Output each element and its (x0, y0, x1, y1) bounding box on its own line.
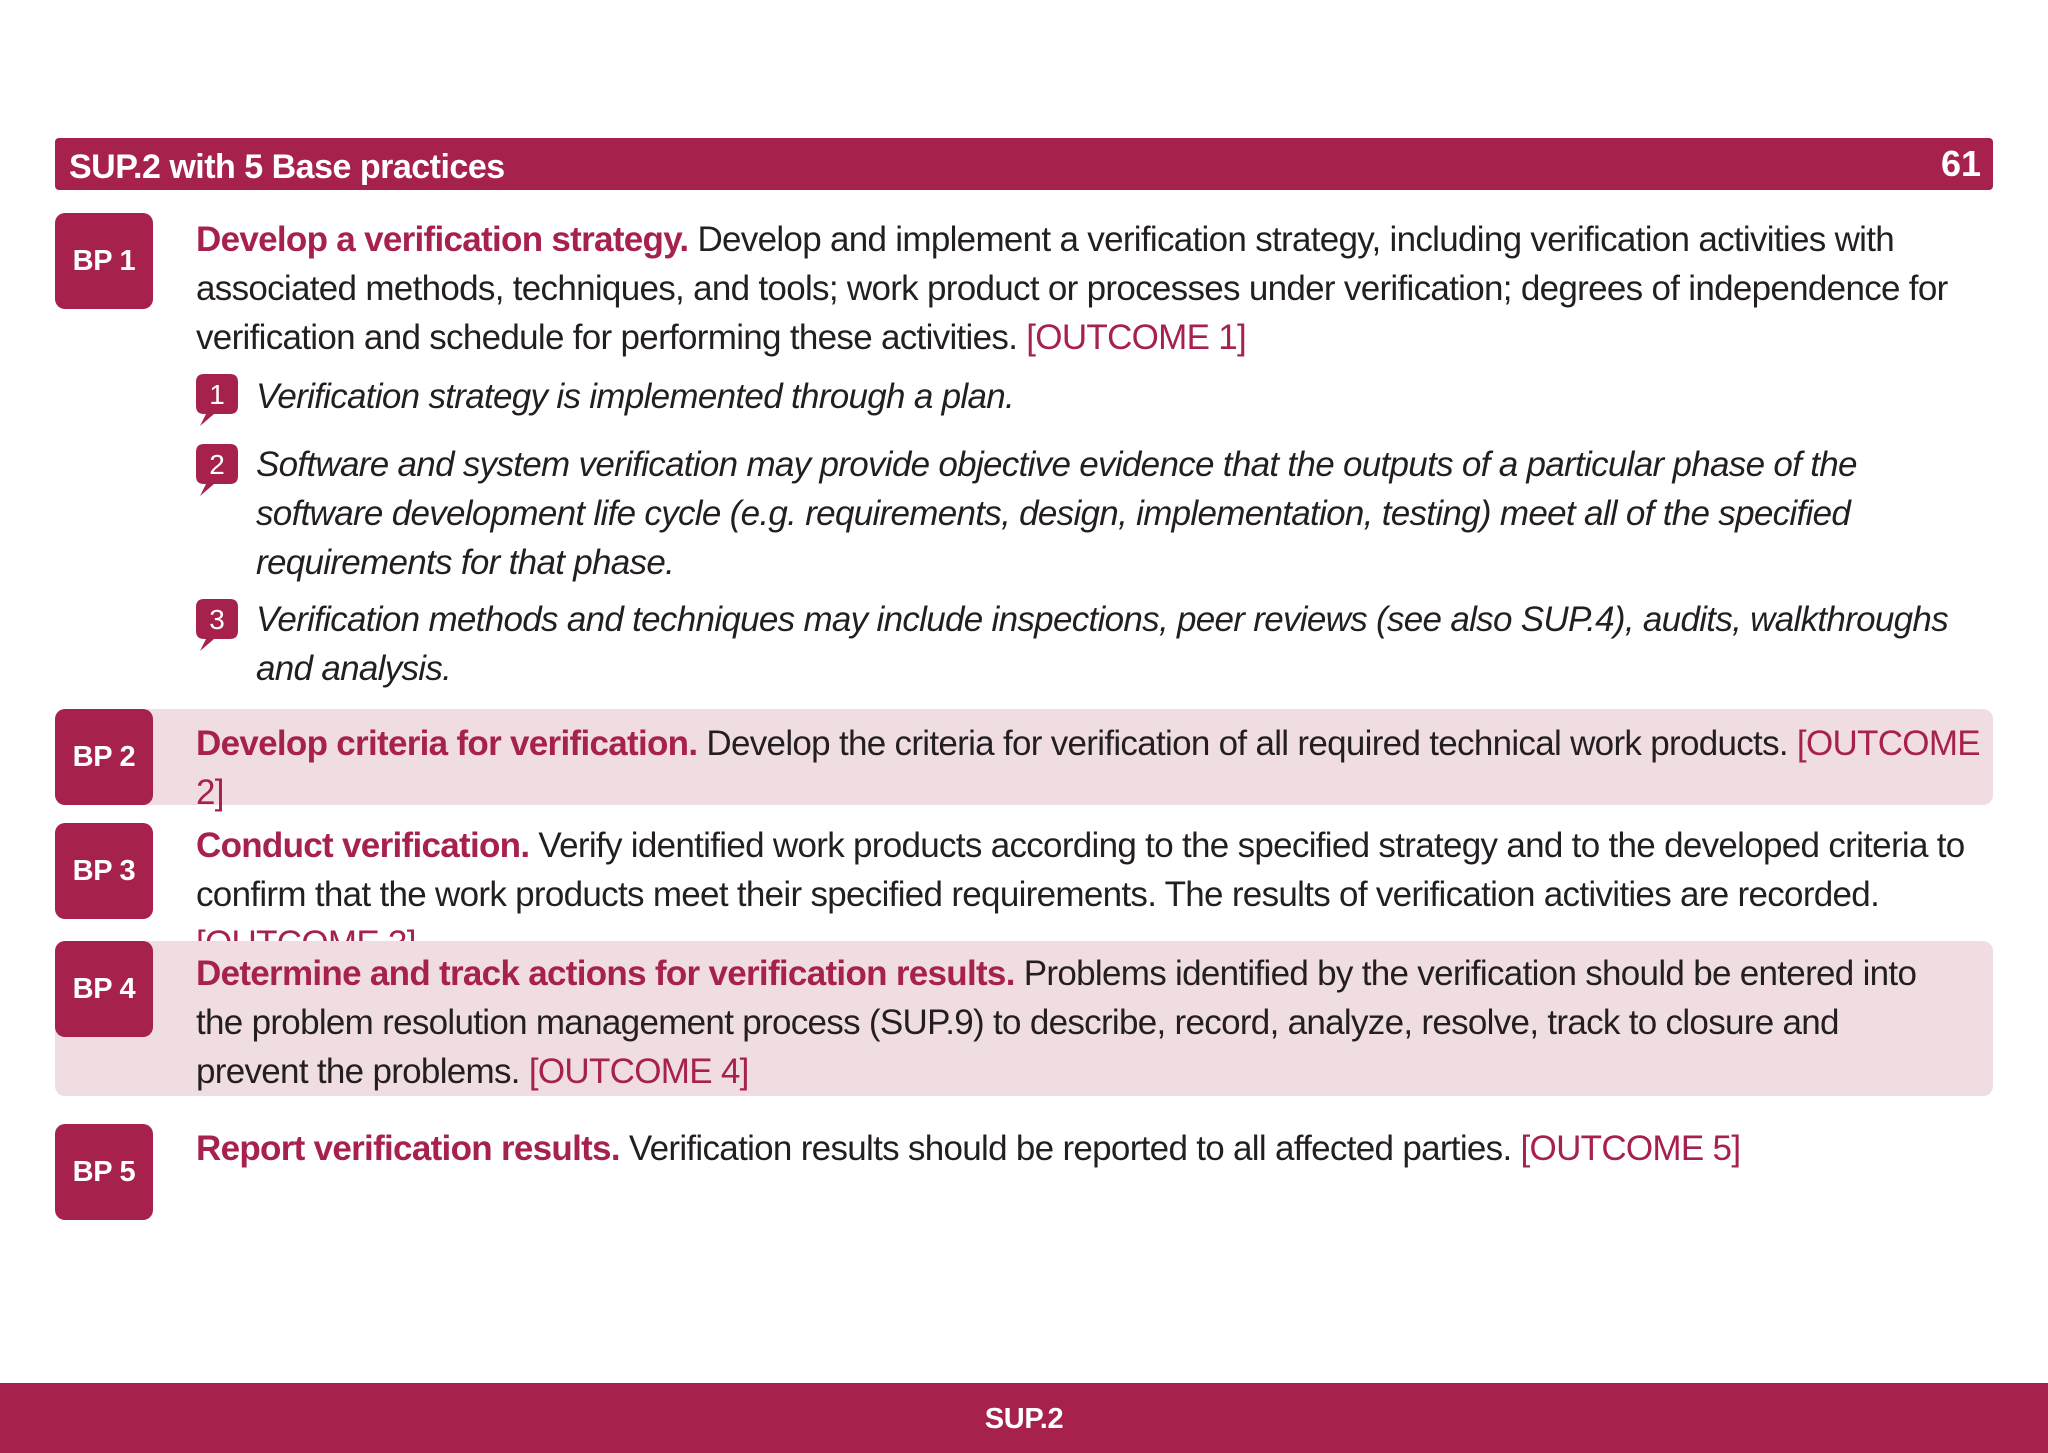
note-number: 1 (209, 379, 225, 410)
base-practice-4 (55, 941, 1993, 1096)
bp-description (196, 949, 1993, 1096)
note-bubble-icon (196, 444, 238, 492)
bp-description (196, 1124, 1993, 1173)
note-text: Software and system verification may provide objective evidence that the outputs of a particular phase of the software development life cycle (e.g. requirements, design, implementation, testing) meet all of the specified requirements for that phase. (256, 445, 1857, 582)
section-title: SUP.2 with 5 Base practices (69, 148, 505, 186)
bp-title: Report verification results. (196, 1129, 620, 1168)
base-practice-5 (55, 1124, 1993, 1220)
note-bubble-icon (196, 599, 238, 647)
bp-badge: BP 2 (55, 709, 153, 805)
footer-bar (0, 1383, 2048, 1453)
bp-badge: BP 5 (55, 1124, 153, 1220)
bp-title: Determine and track actions for verification results. (196, 954, 1015, 993)
bp-body: Develop and implement a verification strategy, including verification activities with associated methods, techniques, and tools; work product or processes under verification; degrees of independence for verification and schedule for performing these activities. (196, 220, 1948, 357)
outcome-reference: [OUTCOME 1] (1026, 318, 1247, 357)
footer-label: SUP.2 (984, 1403, 1064, 1435)
bp-body: Problems identified by the verification should be entered into the problem resolution management process (SUP.9) to describe, record, analyze, resolve, track to closure and prevent the problems. (196, 954, 1917, 1091)
bp-title: Develop a verification strategy. (196, 220, 689, 259)
bp-badge: BP 4 (55, 941, 153, 1037)
note-number: 3 (209, 604, 225, 635)
bp-title: Develop criteria for verification. (196, 724, 698, 763)
note-text: Verification methods and techniques may include inspections, peer reviews (see also SUP.4), audits, walkthroughs and analysis. (256, 600, 1948, 688)
outcome-reference: [OUTCOME 2] (196, 724, 1980, 812)
bp-body: Verify identified work products according to the specified strategy and to the developed criteria to confirm that the work products meet their specified requirements. The results of verification activities are recorded. (196, 826, 1965, 914)
bp-badge: BP 3 (55, 823, 153, 919)
page-number: 61 (1940, 143, 1981, 184)
outcome-reference: [OUTCOME 4] (528, 1052, 749, 1091)
section-header-bar (55, 138, 1993, 190)
note-text: Verification strategy is implemented through a plan. (256, 377, 1015, 416)
bp-description (196, 215, 1993, 362)
note-3 (196, 595, 1956, 695)
base-practice-3 (55, 823, 1993, 919)
note-1 (196, 372, 1956, 432)
bp-title: Conduct verification. (196, 826, 530, 865)
note-number: 2 (209, 449, 225, 480)
bp-body: Verification results should be reported to all affected parties. (628, 1129, 1512, 1168)
outcome-reference: [OUTCOME 5] (1520, 1129, 1741, 1168)
bp-description (196, 719, 1993, 817)
base-practice-2 (55, 709, 1993, 812)
note-bubble-icon (196, 374, 238, 422)
note-2 (196, 440, 1956, 590)
bp-badge: BP 1 (55, 213, 153, 309)
bp-body: Develop the criteria for verification of all required technical work products. (706, 724, 1788, 763)
